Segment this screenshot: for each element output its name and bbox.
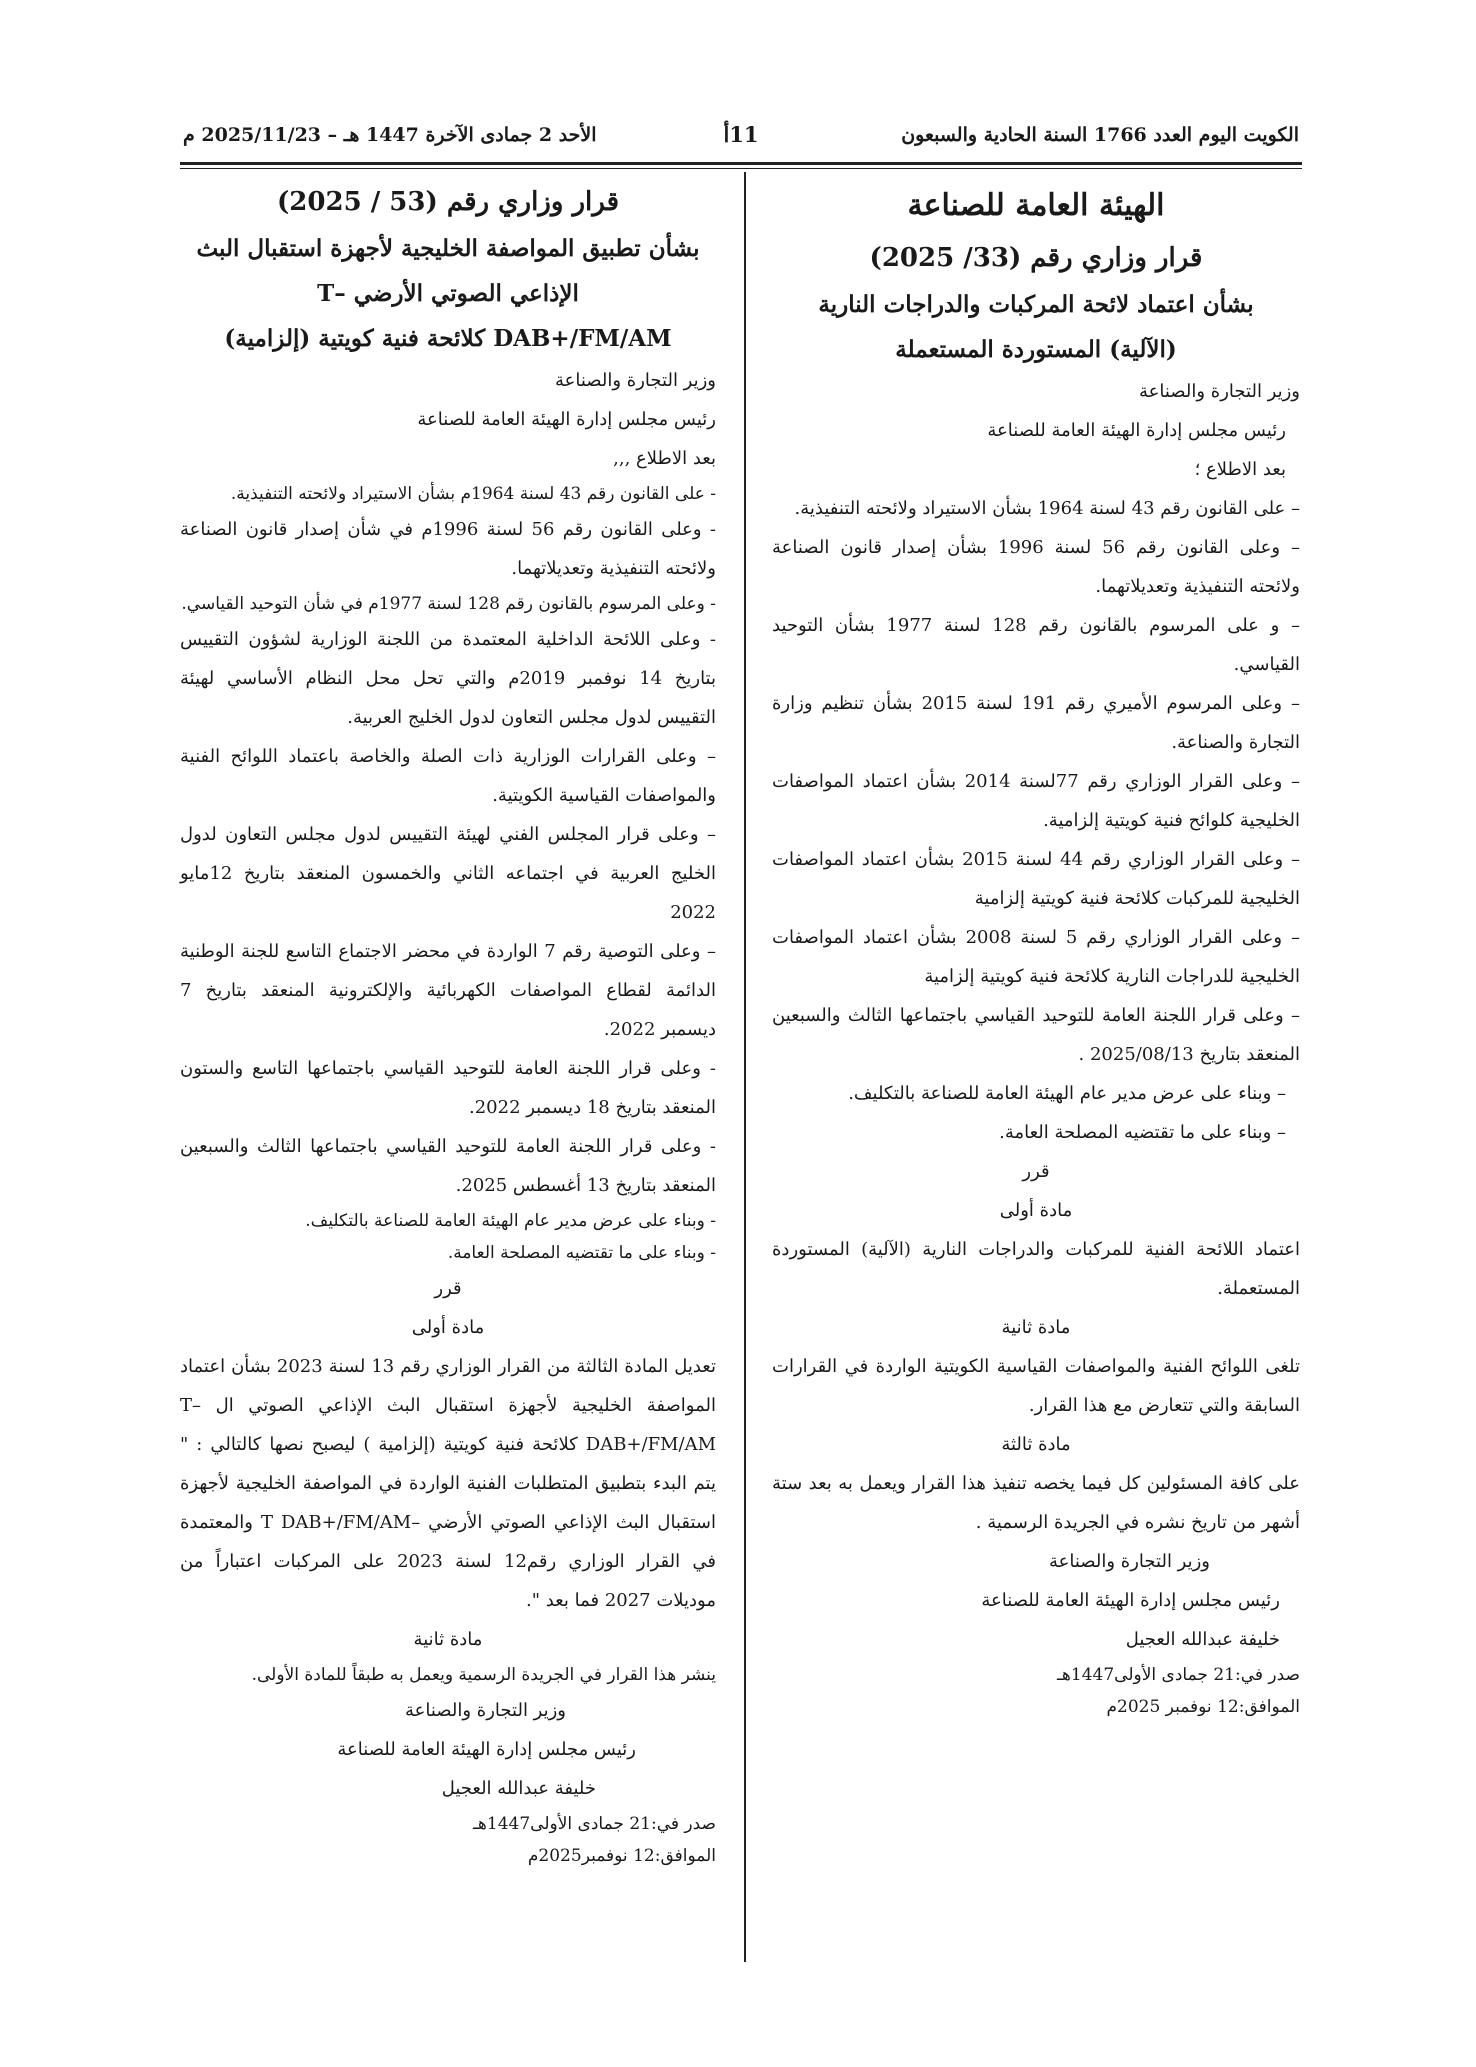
- article-2-text: تلغى اللوائح الفنية والمواصفات القياسية الكويتية الواردة في القرارات السابقة والتي تتعارض مع هذا القرار.: [772, 1356, 1300, 1416]
- decision-subject-line: بشأن اعتماد لائحة المركبات والدراجات النارية: [818, 291, 1254, 318]
- page-header: [183, 118, 1299, 162]
- decision-33-column: [772, 178, 1300, 1723]
- gazette-issue: الكويت اليوم العدد 1766 السنة الحادية والسبعون: [901, 124, 1299, 146]
- preamble-clause: – وعلى التوصية رقم 7 الواردة في محضر الاجتماع التاسع للجنة الوطنية الدائمة لقطاع المواصفات الكهربائية والإلكترونية المنعقد بتاريخ 7 ديسمبر 2022.: [180, 941, 716, 1040]
- preamble-clause: – وعلى القرارات الوزارية ذات الصلة والخاصة باعتماد اللوائح الفنية والمواصفات القياسية الكويتية.: [180, 746, 716, 806]
- minister-title: وزير التجارة والصناعة: [1138, 381, 1300, 402]
- article-1-text: اعتماد اللائحة الفنية للمركبات والدراجات النارية (الآلية) المستوردة المستعملة.: [772, 1239, 1300, 1299]
- preamble-clause: - وعلى القانون رقم 56 لسنة 1996م في شأن إصدار قانون الصناعة ولائحته التنفيذية وتعديلاتهما.: [180, 519, 716, 579]
- minister-title: وزير التجارة والصناعة: [554, 370, 716, 391]
- column-divider: [744, 172, 746, 1962]
- signature-minister: وزير التجارة والصناعة: [404, 1700, 566, 1721]
- decided-heading: قرر: [1022, 1161, 1050, 1182]
- chairman-title: رئيس مجلس إدارة الهيئة العامة للصناعة: [417, 409, 716, 430]
- signature-chairman: رئيس مجلس إدارة الهيئة العامة للصناعة: [981, 1590, 1280, 1611]
- article-3-title: مادة ثالثة: [1001, 1434, 1071, 1455]
- preamble-clause: - وبناء على عرض مدير عام الهيئة العامة للصناعة بالتكليف.: [305, 1211, 716, 1231]
- decision-title: قرار وزاري رقم (53 / 2025): [276, 187, 620, 217]
- article-2-title: مادة ثانية: [1001, 1317, 1071, 1338]
- preamble-clause: – وعلى قرار المجلس الفني لهيئة التقييس لدول مجلس التعاون لدول الخليج العربية في اجتماعه الثاني والخمسون المنعقد بتاريخ 12مايو 2022: [180, 824, 716, 923]
- signature-name: خليفة عبدالله العجيل: [1125, 1629, 1280, 1650]
- issue-date: الأحد 2 جمادى الآخرة 1447 هـ – 2025/11/23 م: [183, 124, 597, 146]
- signature-name: خليفة عبدالله العجيل: [441, 1778, 596, 1799]
- preamble-clause: – وبناء على ما تقتضيه المصلحة العامة.: [999, 1122, 1286, 1143]
- signature-chairman: رئيس مجلس إدارة الهيئة العامة للصناعة: [337, 1739, 636, 1760]
- issue-date-hijri: صدر في:21 جمادى الأولى1447هـ: [1056, 1665, 1300, 1685]
- preamble-clause: - وبناء على ما تقتضيه المصلحة العامة.: [447, 1243, 716, 1263]
- preamble-clause: – على القانون رقم 43 لسنة 1964 بشأن الاستيراد ولائحته التنفيذية.: [794, 498, 1300, 519]
- article-1-title: مادة أولى: [999, 1200, 1073, 1221]
- preamble-clause: - وعلى قرار اللجنة العامة للتوحيد القياسي باجتماعها التاسع والستون المنعقد بتاريخ 18 ديسمبر 2022.: [180, 1058, 716, 1118]
- header-rule-thin: [180, 168, 1302, 169]
- signature-minister: وزير التجارة والصناعة: [1048, 1551, 1210, 1572]
- preamble-clause: - وعلى اللائحة الداخلية المعتمدة من اللجنة الوزارية لشؤون التقييس بتاريخ 14 نوفمبر 2019م والتي تحل محل النظام الأساسي لهيئة التقييس لدول مجلس التعاون لدول الخليج العربية.: [180, 629, 716, 728]
- article-2-text: ينشر هذا القرار في الجريدة الرسمية ويعمل به طبقاً للمادة الأولى.: [251, 1665, 716, 1685]
- preamble-clause: – وعلى القرار الوزاري رقم 44 لسنة 2015 بشأن اعتماد المواصفات الخليجية للمركبات كلائحة فنية كويتية إلزامية: [772, 849, 1300, 909]
- article-3-text: على كافة المسئولين كل فيما يخصه تنفيذ هذا القرار ويعمل به بعد ستة أشهر من تاريخ نشره في الجريدة الرسمية .: [772, 1473, 1300, 1533]
- preamble-intro: بعد الاطلاع ,,,: [613, 448, 716, 469]
- decision-53-column: [180, 178, 716, 1872]
- preamble-clause: – وعلى القرار الوزاري رقم 77لسنة 2014 بشأن اعتماد المواصفات الخليجية كلوائح فنية كويتية إلزامية.: [772, 771, 1300, 831]
- preamble-clause: – وبناء على عرض مدير عام الهيئة العامة للصناعة بالتكليف.: [848, 1083, 1286, 1104]
- org-title: الهيئة العامة للصناعة: [907, 188, 1165, 223]
- article-2-title: مادة ثانية: [413, 1629, 483, 1650]
- decision-subject-line: بشأن تطبيق المواصفة الخليجية لأجهزة استقبال البث: [196, 235, 700, 262]
- preamble-clause: - وعلى قرار اللجنة العامة للتوحيد القياسي باجتماعها الثالث والسبعين المنعقد بتاريخ 13 أغسطس 2025.: [180, 1136, 716, 1196]
- issue-date-hijri: صدر في:21 جمادى الأولى1447هـ: [472, 1814, 716, 1834]
- preamble-clause: – وعلى القرار الوزاري رقم 5 لسنة 2008 بشأن اعتماد المواصفات الخليجية للدراجات النارية كلائحة فنية كويتية إلزامية: [772, 927, 1300, 987]
- preamble-clause: – وعلى قرار اللجنة العامة للتوحيد القياسي باجتماعها الثالث والسبعين المنعقد بتاريخ 2025/08/13 .: [772, 1005, 1300, 1065]
- header-rule-thick: [180, 162, 1302, 165]
- preamble-clause: – وعلى القانون رقم 56 لسنة 1996 بشأن إصدار قانون الصناعة ولائحته التنفيذية وتعديلاتهما.: [772, 537, 1300, 597]
- issue-date-gregorian: الموافق:12 نوفمبر 2025م: [1106, 1697, 1300, 1717]
- page-number: 11أ: [723, 122, 759, 147]
- preamble-intro: بعد الاطلاع ؛: [1194, 459, 1286, 480]
- decision-subject-line: الإذاعي الصوتي الأرضي –T: [317, 280, 579, 307]
- decision-subject-line: DAB+/FM/AM كلائحة فنية كويتية (إلزامية): [224, 325, 672, 352]
- article-1-text: تعديل المادة الثالثة من القرار الوزاري رقم 13 لسنة 2023 بشأن اعتماد المواصفة الخليجية لأجهزة استقبال البث الإذاعي الصوتي ال T–DAB+/FM/AM كلائحة فنية كويتية (إلزامية ) ليصبح نصها كالتالي : " يتم البدء بتطبيق المتطلبات الفنية الواردة في المواصفة الخليجية لأجهزة استقبال البث الإذاعي الصوتي الأرضي –T DAB+/FM/AM والمعتمدة في القرار الوزاري رقم12 لسنة 2023 على المركبات اعتباراً من موديلات 2027 فما بعد ".: [180, 1356, 716, 1611]
- preamble-clause: - وعلى المرسوم بالقانون رقم 128 لسنة 1977م في شأن التوحيد القياسي.: [181, 594, 716, 614]
- decided-heading: قرر: [434, 1278, 462, 1299]
- decision-title: قرار وزاري رقم (33/ 2025): [869, 243, 1203, 273]
- preamble-clause: – و على المرسوم بالقانون رقم 128 لسنة 1977 بشأن التوحيد القياسي.: [772, 615, 1301, 675]
- issue-date-gregorian: الموافق:12 نوفمبر2025م: [527, 1846, 716, 1866]
- article-1-title: مادة أولى: [411, 1317, 485, 1338]
- preamble-clause: - على القانون رقم 43 لسنة 1964م بشأن الاستيراد ولائحته التنفيذية.: [230, 484, 716, 504]
- preamble-clause: – وعلى المرسوم الأميري رقم 191 لسنة 2015 بشأن تنظيم وزارة التجارة والصناعة.: [772, 693, 1300, 753]
- chairman-title: رئيس مجلس إدارة الهيئة العامة للصناعة: [987, 420, 1286, 441]
- decision-subject-line: (الآلية) المستوردة المستعملة: [895, 336, 1177, 363]
